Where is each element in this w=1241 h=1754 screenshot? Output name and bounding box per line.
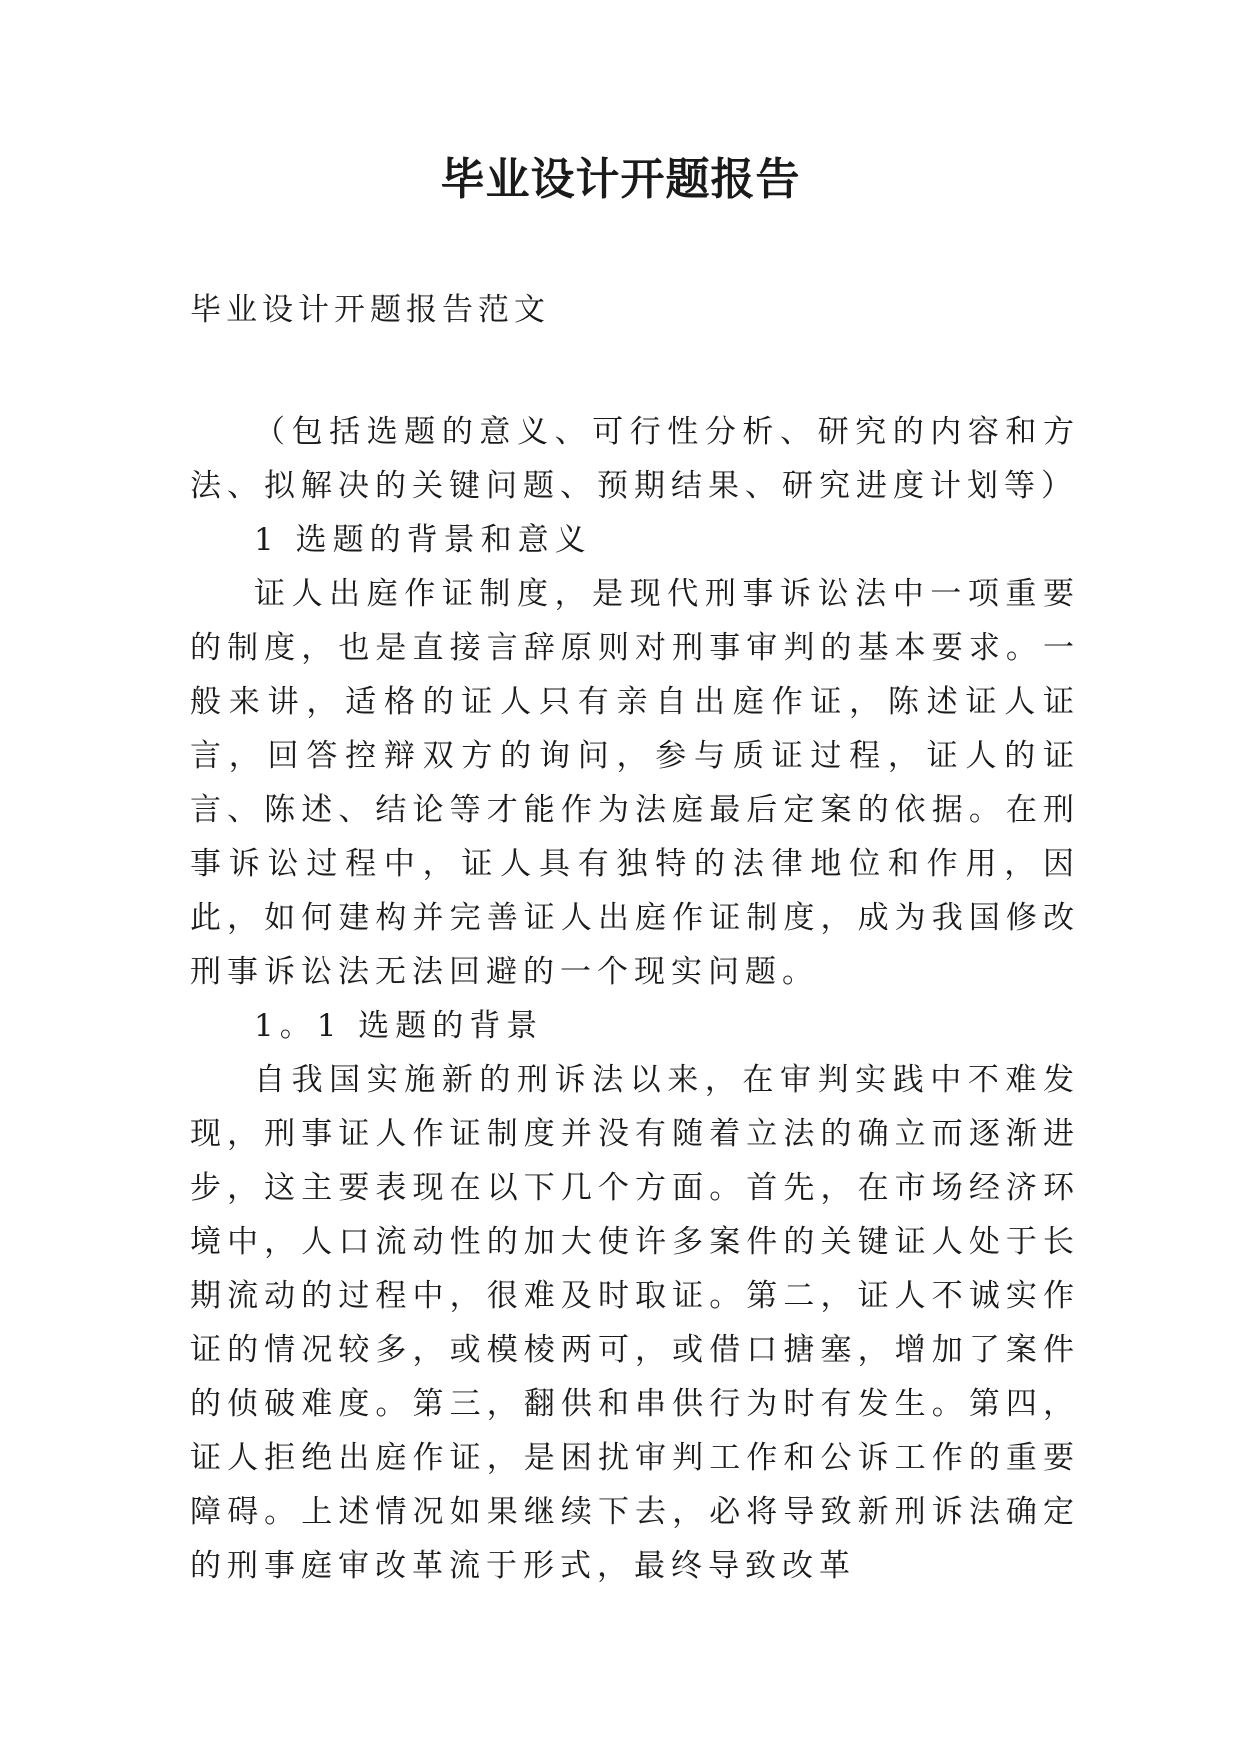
body-paragraph-1: 证人出庭作证制度，是现代刑事诉讼法中一项重要的制度，也是直接言辞原则对刑事审判的基本要求。一般来讲，适格的证人只有亲自出庭作证，陈述证人证言，回答控辩双方的询问，参与质证过程，证人的证言、陈述、结论等才能作为法庭最后定案的依据。在刑事诉讼过程中，证人具有独特的法律地位和作用，因此，如何建构并完善证人出庭作证制度，成为我国修改刑事诉讼法无法回避的一个现实问题。: [190, 576, 1080, 990]
document-title: 毕业设计开题报告: [440, 154, 801, 205]
document-subtitle: 毕业设计开题报告范文: [190, 292, 550, 328]
section-heading-1-1: 1。1 选题的背景: [254, 1008, 544, 1044]
document-body: [190, 405, 1080, 1593]
section-heading-1: 1 选题的背景和意义: [254, 522, 592, 558]
body-paragraph-2: 自我国实施新的刑诉法以来，在审判实践中不难发现，刑事证人作证制度并没有随着立法的确立而逐渐进步，这主要表现在以下几个方面。首先，在市场经济环境中，人口流动性的加大使许多案件的关键证人处于长期流动的过程中，很难及时取证。第二，证人不诚实作证的情况较多，或模棱两可，或借口搪塞，增加了案件的侦破难度。第三，翻供和串供行为时有发生。第四，证人拒绝出庭作证，是困扰审判工作和公诉工作的重要障碍。上述情况如果继续下去，必将导致新刑诉法确定的刑事庭审改革流于形式，最终导致改革: [190, 1062, 1080, 1584]
intro-paragraph: （包括选题的意义、可行性分析、研究的内容和方法、拟解决的关键问题、预期结果、研究进度计划等）: [190, 414, 1080, 504]
